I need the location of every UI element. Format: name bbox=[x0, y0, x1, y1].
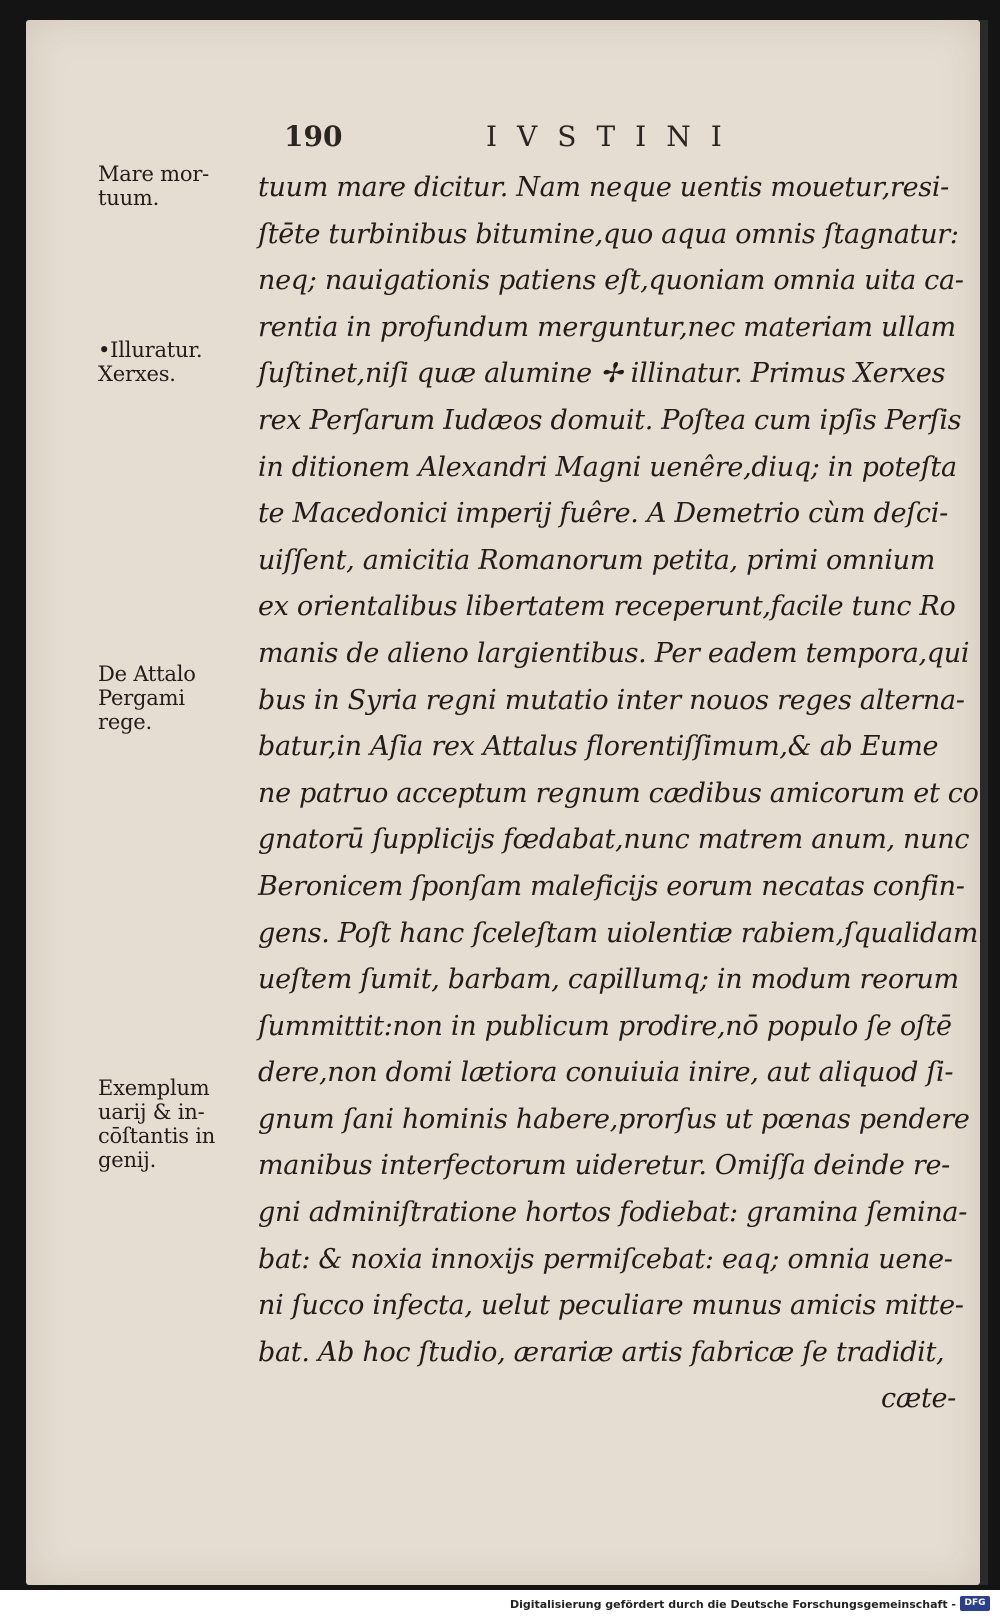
text-line: ſuſtinet,niſi quæ alumine ✢ illinatur. Primus Xerxes bbox=[258, 358, 946, 390]
text-line: dere,non domi lætiora conuiuia inire, aut aliquod ſi- bbox=[258, 1057, 954, 1089]
text-line: ex orientalibus libertatem receperunt,facile tunc Ro bbox=[258, 591, 956, 623]
marginal-note-line: De Attalo bbox=[98, 662, 196, 686]
text-line: batur,in Aſia rex Attalus florentiſſimum,& ab Eume bbox=[258, 731, 939, 763]
text-line: bus in Syria regni mutatio inter nouos reges alterna- bbox=[258, 684, 965, 716]
text-line: ſummittit:non in publicum prodire,nō populo ſe oſtē bbox=[258, 1010, 952, 1042]
text-line: te Macedonici imperij fuêre. A Demetrio cùm deſci- bbox=[258, 498, 948, 530]
footer-bar bbox=[0, 1590, 1000, 1621]
text-line: gni adminiſtratione hortos fodiebat: gramina ſemina- bbox=[258, 1197, 968, 1229]
marginal-note bbox=[98, 162, 248, 210]
text-line: Beronicem ſponſam maleficijs eorum necatas confin- bbox=[258, 870, 965, 902]
marginal-note-line: •Illuratur. bbox=[98, 338, 203, 362]
running-title: IVSTINI bbox=[486, 120, 742, 153]
page-edge bbox=[980, 20, 988, 1585]
text-line: rex Perſarum Iudæos domuit. Poſtea cum ipſis Perſis bbox=[258, 404, 962, 436]
book-page bbox=[26, 20, 980, 1585]
page-number: 190 bbox=[284, 120, 343, 153]
marginal-note bbox=[98, 338, 248, 386]
marginal-note-line: cōſtantis in bbox=[98, 1124, 216, 1148]
text-line: ueſtem ſumit, barbam, capillumq; in modum reorum bbox=[258, 964, 959, 996]
text-line: neq; nauigationis patiens eſt,quoniam omnia uita ca- bbox=[258, 265, 964, 297]
text-line: rentia in profundum merguntur,nec materiam ullam bbox=[258, 311, 956, 343]
text-line: gnatorū ſupplicijs fœdabat,nunc matrem anum, nunc bbox=[258, 824, 970, 856]
marginal-note bbox=[98, 1076, 248, 1172]
marginal-note-line: Exemplum bbox=[98, 1076, 210, 1100]
marginal-note-line: tuum. bbox=[98, 186, 160, 210]
catchword: cæte- bbox=[881, 1383, 956, 1415]
text-line: manibus interfectorum uideretur. Omiſſa deinde re- bbox=[258, 1150, 950, 1182]
marginal-note-line: Pergami bbox=[98, 686, 185, 710]
marginal-note-line: uarij & in- bbox=[98, 1100, 205, 1124]
text-line: tuum mare dicitur. Nam neque uentis mouetur,resi- bbox=[258, 172, 949, 203]
marginal-note-line: genij. bbox=[98, 1148, 157, 1172]
text-line: uiſſent, amicitia Romanorum petita, primi omnium bbox=[258, 544, 936, 576]
text-line: gnum ſani hominis habere,prorſus ut pœnas pendere bbox=[258, 1103, 970, 1135]
text-line: ne patruo acceptum regnum cædibus amicorum et co bbox=[258, 777, 979, 809]
text-line: ſtēte turbinibus bitumine,quo aqua omnis ſtagnatur: bbox=[258, 218, 959, 250]
marginal-note-line: Mare mor- bbox=[98, 162, 210, 186]
digitization-credit: Digitalisierung gefördert durch die Deutsche Forschungsgemeinschaft - bbox=[509, 1598, 956, 1611]
marginal-note bbox=[98, 662, 248, 734]
body-text bbox=[258, 165, 979, 1423]
marginal-note-line: Xerxes. bbox=[98, 362, 176, 386]
text-line: gens. Poſt hanc ſceleſtam uiolentiæ rabiem,ſqualidam bbox=[258, 917, 979, 949]
dfg-logo: DFG bbox=[960, 1596, 990, 1611]
text-line: bat: & noxia innoxijs permiſcebat: eaq; omnia uene- bbox=[258, 1243, 953, 1275]
text-line: in ditionem Alexandri Magni uenêre,diuq; in poteſta bbox=[258, 451, 957, 483]
text-line: manis de alieno largientibus. Per eadem tempora,qui bbox=[258, 637, 970, 669]
marginal-note-line: rege. bbox=[98, 710, 153, 734]
text-line: bat. Ab hoc ſtudio, ærariæ artis fabricæ ſe tradidit, bbox=[258, 1336, 945, 1368]
text-line: ni ſucco infecta, uelut peculiare munus amicis mitte- bbox=[258, 1290, 964, 1322]
page-header bbox=[26, 120, 980, 160]
